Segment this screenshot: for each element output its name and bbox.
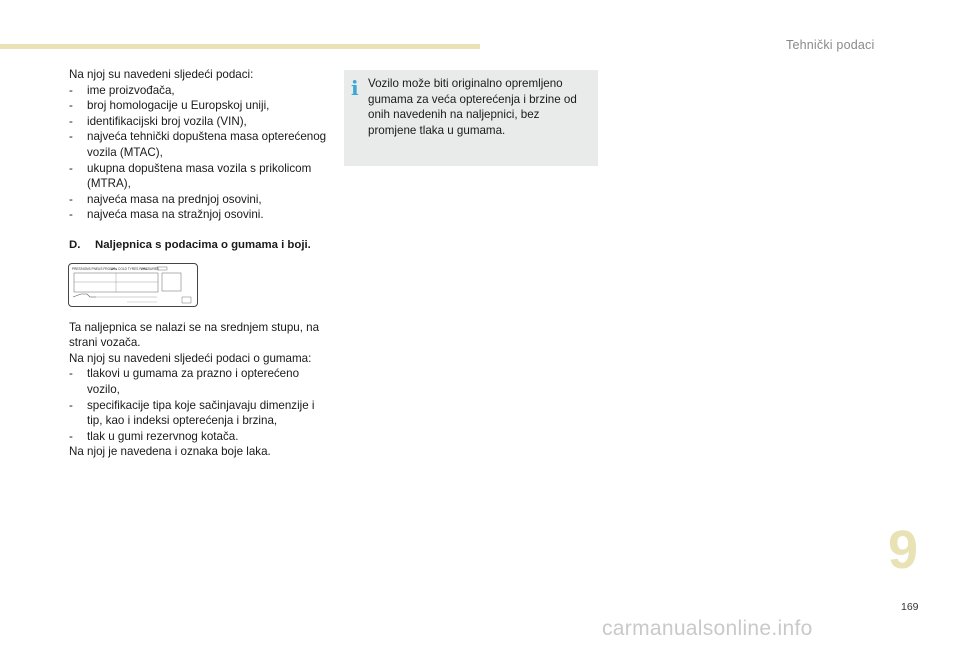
- list-item: - tlak u gumi rezervnog kotača.: [69, 429, 239, 443]
- tyre-label-location: Ta naljepnica se nalazi se na srednjem stupu, na strani vozača.: [69, 320, 320, 350]
- list-item: - specifikacije tipa koje sačinjavaju dimenzije i tip, kao i indeksi opterećenja i brzina,: [69, 398, 315, 428]
- list-item: - najveća masa na prednjoj osovini,: [69, 192, 262, 206]
- section-heading-d: D. Naljepnica s podacima o gumama i boji.: [69, 238, 311, 251]
- list-item: - najveća masa na stražnjoj osovini.: [69, 208, 264, 222]
- tyre-label-drawing: [69, 264, 197, 306]
- header-accent-bar: [0, 44, 480, 49]
- paint-code-note: Na njoj je navedena i oznaka boje laka.: [69, 445, 271, 459]
- list-item: - identifikacijski broj vozila (VIN),: [69, 114, 247, 128]
- tyre-label-illustration: [68, 263, 198, 307]
- label-caption: PRESSIONS PNEUS FROIDS / COLD TYRES PRESSURES: [72, 266, 159, 271]
- vin-label-list: [69, 83, 331, 223]
- list-item: - ukupna dopuštena masa vozila s prikolicom (MTRA),: [69, 161, 312, 191]
- chapter-number: 9: [888, 520, 919, 580]
- watermark: carmanualsonline.info: [602, 617, 813, 640]
- tyre-info-intro: Na njoj su navedeni sljedeći podaci o gumama:: [69, 351, 312, 365]
- left-column: [69, 67, 331, 460]
- tyre-info-list: [69, 366, 331, 444]
- section-title: Tehnički podaci: [786, 38, 875, 52]
- info-text: Vozilo može biti originalno opremljeno gumama za veća opterećenja i brzine od onih navedenih na naljepnici, bez promjene tlaka u gumama.: [368, 77, 577, 137]
- list-item: - ime proizvođača,: [69, 83, 175, 97]
- list-item: - najveća tehnički dopuštena masa opterećenog vozila (MTAC),: [69, 130, 327, 159]
- list-item: - tlakovi u gumama za prazno i opterećeno vozilo,: [69, 367, 300, 396]
- page-number: 169: [901, 601, 919, 613]
- info-icon: i: [351, 76, 359, 100]
- vin-label-intro: Na njoj su navedeni sljedeći podaci:: [69, 68, 254, 81]
- info-box: [344, 70, 598, 166]
- list-item: - broj homologacije u Europskoj uniji,: [69, 99, 270, 113]
